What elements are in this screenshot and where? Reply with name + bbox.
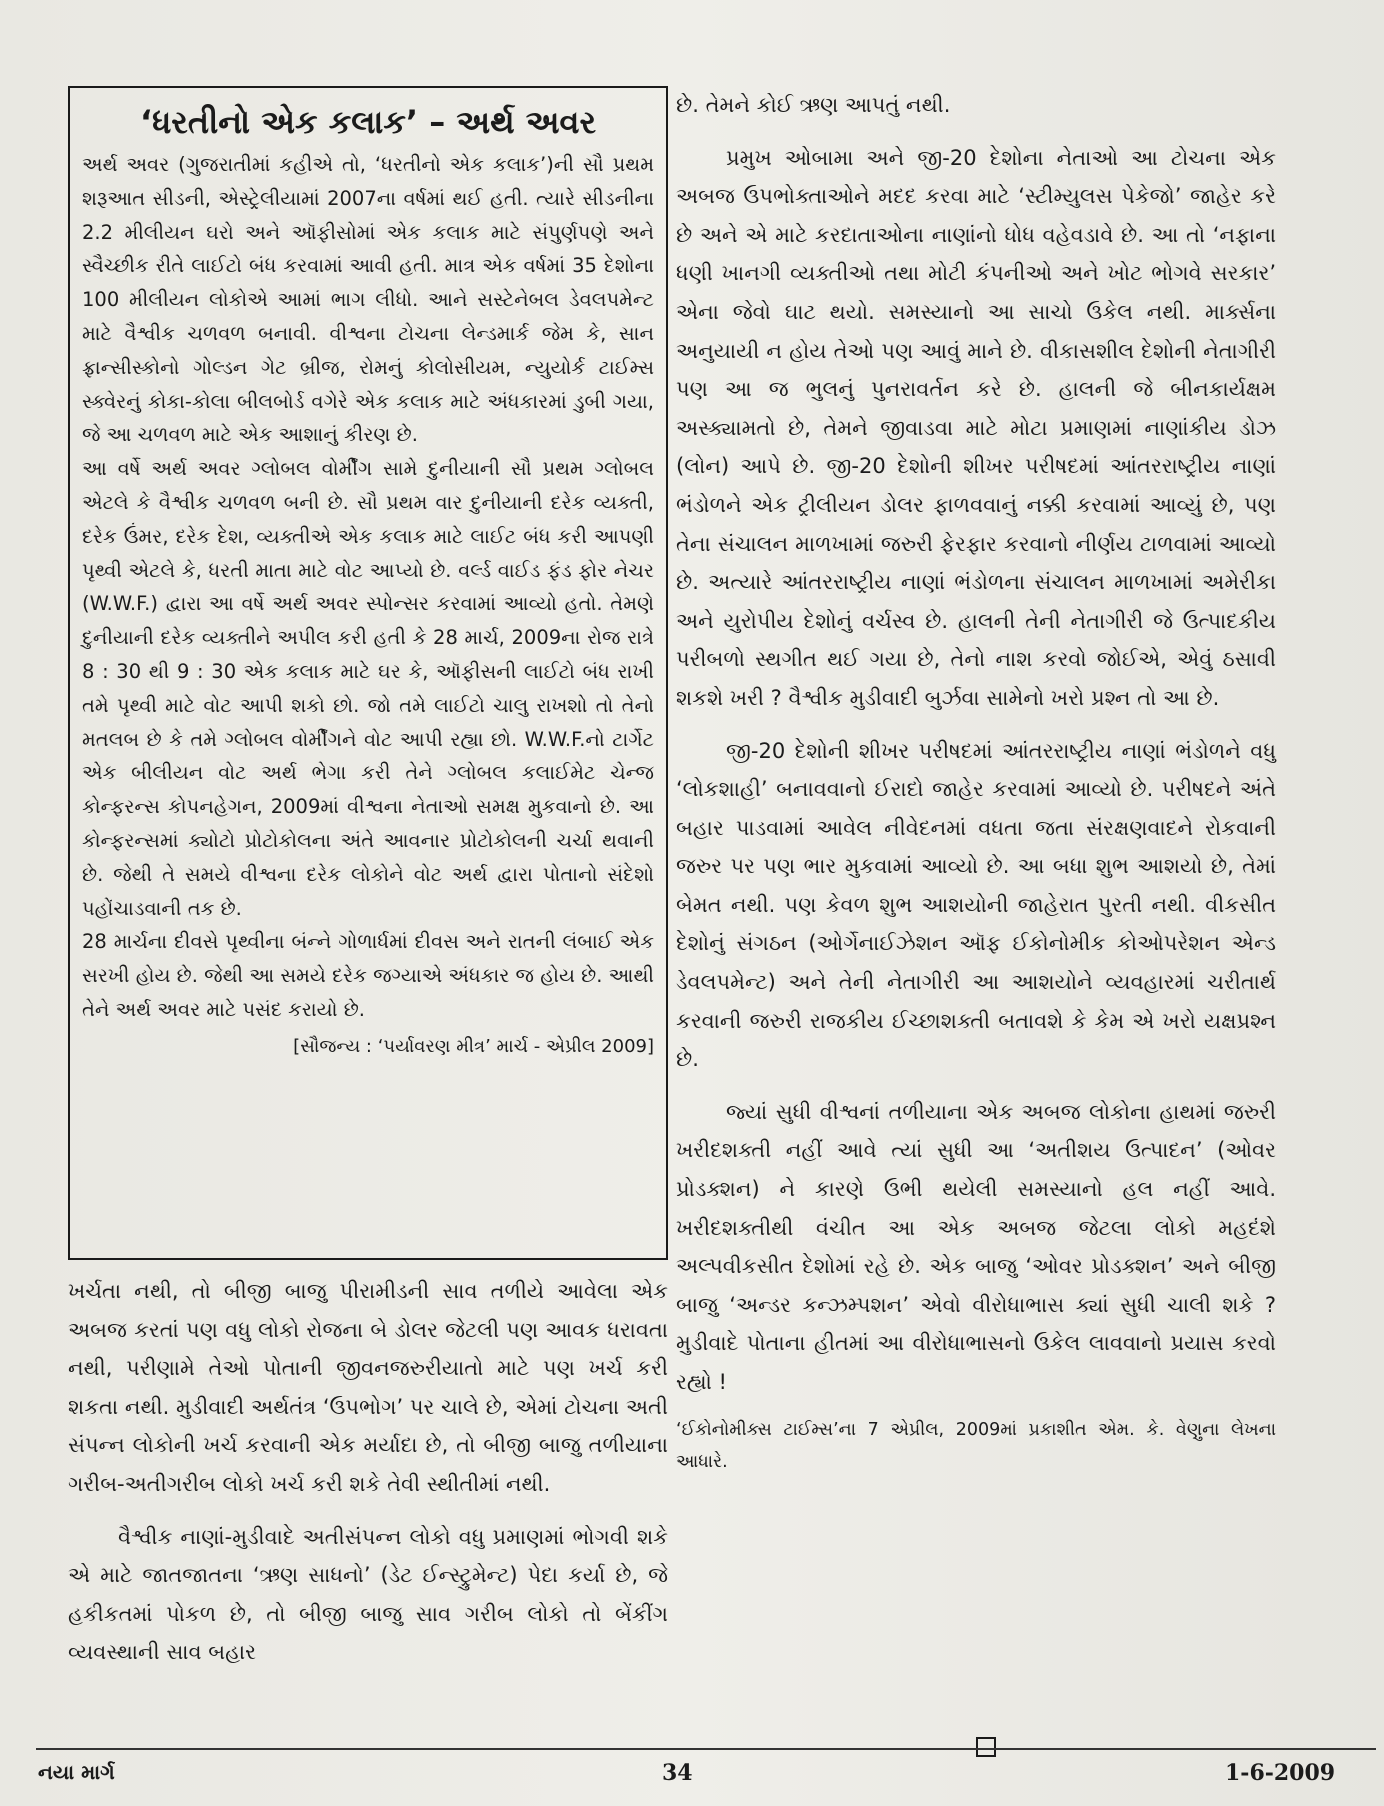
box-source: [સૌજન્ય : ‘પર્યાવરણ મીત્ર’ માર્ચ - એપ્રીલ 2009]: [293, 1035, 654, 1057]
end-of-article-square-icon: [976, 1737, 996, 1757]
right-paragraph-3: જી-20 દેશોની શીખર પરીષદમાં આંતરરાષ્ટ્રીય નાણાં ભંડોળને વધુ ‘લોકશાહી’ બનાવવાનો ઈરાદો જાહેર કરવામાં આવ્યો છે. પરીષદને અંતે બહાર પાડવામાં આવેલ નીવેદનમાં વધતા જતા સંરક્ષણવાદને રોકવાની જરુર પર પણ ભાર મુકવામાં આવ્યો છે. આ બધા શુભ આશયો છે, તેમાં બેમત નથી. પણ કેવળ શુભ આશયોની જાહેરાત પુરતી નથી. વીકસીત દેશોનું સંગઠન (ઓર્ગેનાઈઝેશન ઑફ ઈકોનોમીક કોઓપરેશન એન્ડ ડેવલપમેન્ટ) અને તેની નેતાગીરી આ આશયોને વ્યવહારમાં ચરીતાર્થ કરવાની જરુરી રાજકીય ઈચ્છાશક્તી બતાવશે કે કેમ એ ખરો યક્ષપ્રશ્ન છે.: [676, 738, 1276, 1072]
footer-divider: [36, 1748, 1376, 1750]
article-credit: ‘ઈકોનોમીક્સ ટાઈમ્સ’ના 7 એપ્રીલ, 2009માં પ્રકાશીત એમ. કે. વેણુના લેખના આધારે.: [676, 1419, 1276, 1472]
right-paragraph-2: પ્રમુખ ઓબામા અને જી-20 દેશોના નેતાઓ આ ટોચના એક અબજ ઉપભોક્તાઓને મદદ કરવા માટે ‘સ્ટીમ્યુલસ પેકેજો’ જાહેર કરે છે અને એ માટે કરદાતાઓના નાણાંનો ધોધ વહેવડાવે છે. આ તો ‘નફાના ધણી ખાનગી વ્યક્તીઓ તથા મોટી કંપનીઓ અને ખોટ ભોગવે સરકાર’ એના જેવો ઘાટ થયો. સમસ્યાનો આ સાચો ઉકેલ નથી. માર્ક્સના અનુયાયી ન હોય તેઓ પણ આવું માને છે. વીકાસશીલ દેશોની નેતાગીરી પણ આ જ ભુલનું પુનરાવર્તન કરે છે. હાલની જે બીનકાર્યક્ષમ અસ્ક્યામતો છે, તેમને જીવાડવા માટે મોટા પ્રમાણમાં નાણાંકીય ડોઝ (લોન) આપે છે. જી-20 દેશોની શીખર પરીષદમાં આંતરરાષ્ટ્રીય નાણાં ભંડોળને એક ટ્રીલીયન ડોલર ફાળવવાનું નક્કી કરવામાં આવ્યું છે, પણ તેના સંચાલન માળખામાં જરુરી ફેરફાર કરવાનો નીર્ણય ટાળવામાં આવ્યો છે. અત્યારે આંતરરાષ્ટ્રીય નાણાં ભંડોળના સંચાલન માળખામાં અમેરીકા અને યુરોપીય દેશોનું વર્ચસ્વ છે. હાલની તેની નેતાગીરી જે ઉત્પાદકીય પરીબળો સ્થગીત થઈ ગયા છે, તેનો નાશ કરવો જોઈએ, એવું ઠસાવી શકશે ખરી ? વૈશ્વીક મુડીવાદી બુર્ઝવા સામેનો ખરો પ્રશ્ન તો આ છે.: [676, 145, 1276, 710]
box-paragraph-1: અર્થ અવર (ગુજરાતીમાં કહીએ તો, ‘ધરતીનો એક કલાક’)ની સૌ પ્રથમ શરૂઆત સીડની, એસ્ટ્રેલીયામાં 2007ના વર્ષમાં થઈ હતી. ત્યારે સીડનીના 2.2 મીલીયન ઘરો અને ઑફીસોમાં એક કલાક માટે સંપુર્ણપણે અને સ્વૈચ્છીક રીતે લાઈટો બંધ કરવામાં આવી હતી. માત્ર એક વર્ષમાં 35 દેશોના 100 મીલીયન લોકોએ આમાં ભાગ લીધો. આને સસ્ટેનેબલ ડેવલપમેન્ટ માટે વૈશ્વીક ચળવળ બનાવી. વીશ્વના ટોચના લેન્ડમાર્ક જેમ કે, સાન ફ્રાન્સીસ્કોનો ગોલ્ડન ગેટ બ્રીજ, રોમનું કોલોસીયમ, ન્યુયોર્ક ટાઈમ્સ સ્ક્વેરનું કોકા-કોલા બીલબોર્ડ વગેરે એક કલાક માટે અંધકારમાં ડુબી ગયા, જે આ ચળવળ માટે એક આશાનું કીરણ છે.: [82, 153, 654, 447]
right-paragraph-1: છે. તેમને કોઈ ઋણ આપતું નથી.: [676, 93, 951, 117]
box-paragraph-2: આ વર્ષે અર્થ અવર ગ્લોબલ વોર્મીંગ સામે દુનીયાની સૌ પ્રથમ ગ્લોબલ એટલે કે વૈશ્વીક ચળવળ બની છે. સૌ પ્રથમ વાર દુનીયાની દરેક વ્યક્તી, દરેક ઉંમર, દરેક દેશ, વ્યક્તીએ એક કલાક માટે લાઈટ બંધ કરી આપણી પૃથ્વી એટલે કે, ધરતી માતા માટે વોટ આપ્યો છે. વર્લ્ડ વાઈડ ફંડ ફોર નેચર (W.W.F.) દ્વારા આ વર્ષે અર્થ અવર સ્પોન્સર કરવામાં આવ્યો હતો. તેમણે દુનીયાની દરેક વ્યક્તીને અપીલ કરી હતી કે 28 માર્ચ, 2009ના રોજ રાત્રે 8 : 30 થી 9 : 30 એક કલાક માટે ઘર કે, ઑફીસની લાઈટો બંધ રાખી તમે પૃથ્વી માટે વોટ આપી શકો છો. જો તમે લાઈટો ચાલુ રાખશો તો તેનો મતલબ છે કે તમે ગ્લોબલ વોર્મીંગને વોટ આપી રહ્યા છો. W.W.F.નો ટાર્ગેટ એક બીલીયન વોટ અર્થ ભેગા કરી તેને ગ્લોબલ કલાઈમેટ ચેન્જ કોન્ફરન્સ કોપનહેગન, 2009માં વીશ્વના નેતાઓ સમક્ષ મુકવાનો છે. આ કોન્ફરન્સમાં ક્યોટો પ્રોટોકોલના અંતે આવનાર પ્રોટોકોલની ચર્ચા થવાની છે. જેથી તે સમયે વીશ્વના દરેક લોકોને વોટ અર્થ દ્વારા પોતાનો સંદેશો પહોંચાડવાની તક છે.: [82, 457, 654, 920]
box-title: ‘ધરતીનો એક કલાક’ – અર્થ અવર: [139, 103, 597, 141]
earth-hour-box: [68, 86, 668, 1260]
footer-date: 1-6-2009: [1225, 1760, 1336, 1786]
left-column: [68, 86, 668, 1672]
right-paragraph-4: જ્યાં સુધી વીશ્વનાં તળીયાના એક અબજ લોકોના હાથમાં જરુરી ખરીદશક્તી નહીં આવે ત્યાં સુધી આ ‘અતીશય ઉત્પાદન’ (ઓવર પ્રોડક્શન) ને કારણે ઉભી થયેલી સમસ્યાનો હલ નહીં આવે. ખરીદશક્તીથી વંચીત આ એક અબજ જેટલા લોકો મહદંશે અલ્પવીકસીત દેશોમાં રહે છે. એક બાજુ ‘ઓવર પ્રોડક્શન’ અને બીજી બાજુ ‘અન્ડર કન્ઝમ્પશન’ એવો વીરોધાભાસ ક્યાં સુધી ચાલી શકે ? મુડીવાદે પોતાના હીતમાં આ વીરોધાભાસનો ઉકેલ લાવવાનો પ્રયાસ કરવો રહ્યો !: [676, 1099, 1276, 1394]
footer-publication: નયા માર્ગ: [38, 1760, 115, 1784]
left-paragraph-1: ખર્ચતા નથી, તો બીજી બાજુ પીરામીડની સાવ તળીયે આવેલા એક અબજ કરતાં પણ વધુ લોકો રોજના બે ડોલર જેટલી પણ આવક ધરાવતા નથી, પરીણામે તેઓ પોતાની જીવનજરુરીયાતો માટે પણ ખર્ચ કરી શકતા નથી. મુડીવાદી અર્થતંત્ર ‘ઉપભોગ’ પર ચાલે છે, એમાં ટોચના અતી સંપન્ન લોકોની ખર્ચ કરવાની એક મર્યાદા છે, તો બીજી બાજુ તળીયાના ગરીબ-અતીગરીબ લોકો ખર્ચ કરી શકે તેવી સ્થીતીમાં નથી.: [68, 1279, 668, 1496]
left-body-text: [68, 1272, 668, 1672]
box-paragraph-3: 28 માર્ચના દીવસે પૃથ્વીના બંન્ને ગોળાર્ધમાં દીવસ અને રાતની લંબાઈ એક સરખી હોય છે. જેથી આ સમયે દરેક જગ્યાએ અંધકાર જ હોય છે. આથી તેને અર્થ અવર માટે પસંદ કરાયો છે.: [82, 930, 654, 1021]
footer-page-number: 34: [662, 1760, 693, 1786]
left-paragraph-2: વૈશ્વીક નાણાં-મુડીવાદે અતીસંપન્ન લોકો વધુ પ્રમાણમાં ભોગવી શકે એ માટે જાતજાતના ‘ઋણ સાધનો’ (ડેટ ઈન્સ્ટ્રુમેન્ટ) પેદા કર્યા છે, જે હકીકતમાં પોકળ છે, તો બીજી બાજુ સાવ ગરીબ લોકો તો બેંકીંગ વ્યવસ્થાની સાવ બહાર: [68, 1524, 668, 1665]
right-column: [676, 86, 1276, 1478]
